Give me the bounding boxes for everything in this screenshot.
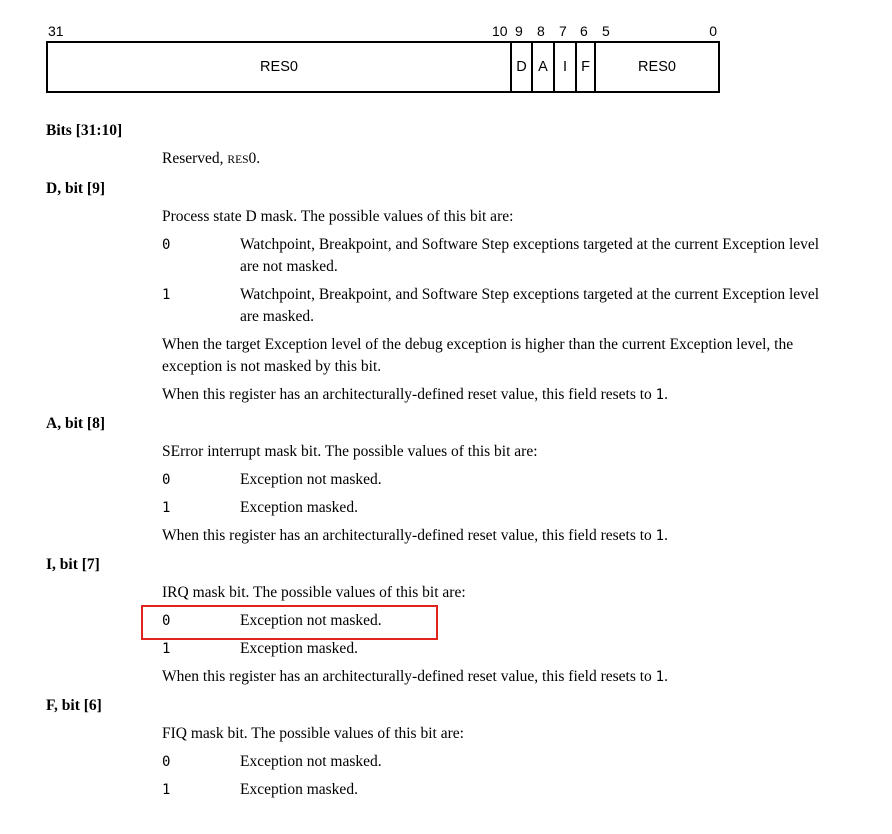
intro-text: IRQ mask bit. The possible values of this bit are: <box>162 584 466 601</box>
value-key: 0 <box>162 613 171 629</box>
section-body <box>162 206 852 406</box>
section-heading: A, bit [8] <box>46 415 105 432</box>
register-bit-diagram <box>46 20 720 93</box>
reset-note <box>162 525 852 547</box>
reset-note <box>162 666 852 688</box>
reserved-text <box>162 148 852 171</box>
value-row <box>162 497 852 519</box>
bit-field-label: RES0 <box>260 58 298 75</box>
value-key: 0 <box>162 754 171 770</box>
text-run: When this register has an architecturally-defined reset value, this field resets to <box>162 527 656 544</box>
value-row-highlighted <box>162 610 852 632</box>
section-heading: Bits [31:10] <box>46 122 123 139</box>
value-desc: Exception masked. <box>240 781 358 798</box>
value-row <box>162 469 852 491</box>
value-key: 1 <box>162 782 171 798</box>
value-key: 1 <box>162 500 171 516</box>
bit-number-7: 7 <box>559 23 567 39</box>
reset-value: 1 <box>655 528 665 544</box>
intro-text: SError interrupt mask bit. The possible values of this bit are: <box>162 443 538 460</box>
bit-number-row <box>46 20 720 41</box>
bit-field-label: A <box>538 58 548 75</box>
value-row <box>162 751 852 773</box>
bit-field-label: RES0 <box>638 58 676 75</box>
bit-number-0: 0 <box>709 23 717 39</box>
value-desc: Exception not masked. <box>240 612 382 629</box>
value-desc: Exception masked. <box>240 499 358 516</box>
section-heading: D, bit [9] <box>46 180 105 197</box>
bit-field-i <box>553 43 575 91</box>
intro-text: FIQ mask bit. The possible values of this bit are: <box>162 725 464 742</box>
text-run: Reserved, <box>162 150 228 167</box>
section-body <box>162 148 852 171</box>
value-key: 1 <box>162 641 171 657</box>
bit-number-8: 8 <box>537 23 545 39</box>
section-body <box>162 441 852 547</box>
bit-field-res0-upper <box>48 43 510 91</box>
section-heading: I, bit [7] <box>46 556 100 573</box>
bit-field-f <box>575 43 594 91</box>
value-desc: Watchpoint, Breakpoint, and Software Step exceptions targeted at the current Exception level are masked. <box>240 286 820 325</box>
value-row <box>162 234 852 278</box>
bit-field-label: I <box>562 58 568 75</box>
bit-number-31: 31 <box>48 23 64 39</box>
value-row <box>162 284 852 328</box>
section-heading: F, bit [6] <box>46 697 102 714</box>
section-body <box>162 723 852 801</box>
reset-value: 1 <box>655 387 665 403</box>
bit-field-res0-lower <box>594 43 718 91</box>
value-key: 1 <box>162 287 171 303</box>
bit-number-10: 10 <box>492 23 508 39</box>
bit-number-5: 5 <box>602 23 610 39</box>
text-run: . <box>664 668 668 685</box>
bit-field-a <box>531 43 553 91</box>
text-run: . <box>664 527 668 544</box>
value-desc: Exception not masked. <box>240 753 382 770</box>
bit-field-label: F <box>581 58 590 75</box>
section-bits-31-10 <box>46 120 892 171</box>
text-run: 0. <box>248 150 261 167</box>
bit-number-6: 6 <box>580 23 588 39</box>
reset-value: 1 <box>655 669 665 685</box>
note-text: When the target Exception level of the debug exception is higher than the current Exception level, the exception is not masked by this bit. <box>162 336 794 375</box>
smallcaps-res: RES <box>227 154 249 166</box>
value-key: 0 <box>162 237 171 253</box>
section-f-bit-6 <box>46 695 892 801</box>
value-key: 0 <box>162 472 171 488</box>
value-desc: Exception masked. <box>240 640 358 657</box>
value-row <box>162 779 852 801</box>
value-desc: Watchpoint, Breakpoint, and Software Step exceptions targeted at the current Exception level are not masked. <box>240 236 820 275</box>
bit-field-d <box>510 43 531 91</box>
bit-number-9: 9 <box>515 23 523 39</box>
value-desc: Exception not masked. <box>240 471 382 488</box>
bit-field-label: D <box>516 58 527 75</box>
section-a-bit-8 <box>46 413 892 547</box>
section-i-bit-7 <box>46 554 892 688</box>
reset-note <box>162 384 852 406</box>
text-run: When this register has an architecturally-defined reset value, this field resets to <box>162 386 656 403</box>
section-d-bit-9 <box>46 178 892 406</box>
section-body <box>162 582 852 688</box>
text-run: When this register has an architecturally-defined reset value, this field resets to <box>162 668 656 685</box>
text-run: . <box>664 386 668 403</box>
register-box <box>46 41 720 93</box>
value-row <box>162 638 852 660</box>
intro-text: Process state D mask. The possible values of this bit are: <box>162 208 514 225</box>
